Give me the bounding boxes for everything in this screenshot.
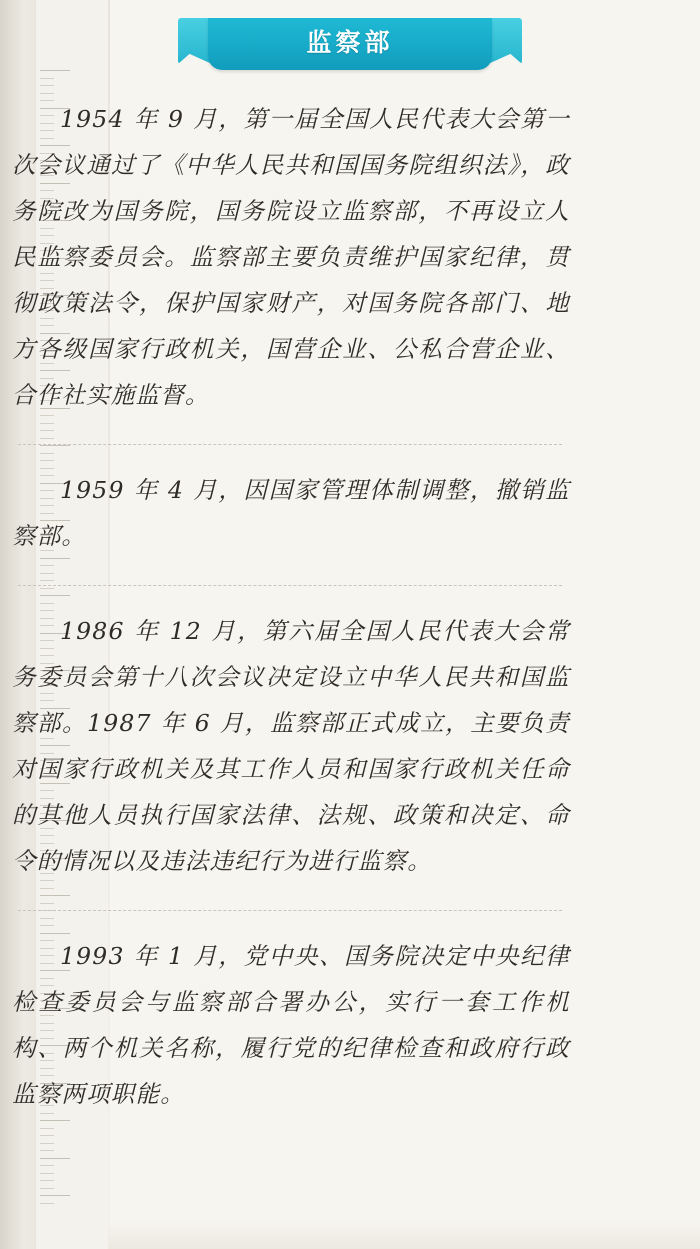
paragraph-block	[10, 933, 570, 1117]
paragraph-4: 1993 年 1 月，党中央、国务院决定中央纪律检查委员会与监察部合署办公，实行一套工作机构、两个机关名称，履行党的纪律检查和政府行政监察两项职能。	[12, 942, 570, 1108]
paragraph-1: 1954 年 9 月，第一届全国人民代表大会第一次会议通过了《中华人民共和国国务院组织法》，政务院改为国务院，国务院设立监察部，不再设立人民监察委员会。监察部主要负责维护国家纪律，贯彻政策法令，保护国家财产，对国务院各部门、地方各级国家行政机关，国营企业、公私合营企业、合作社实施监督。	[12, 105, 570, 409]
paragraph-block	[10, 467, 570, 559]
paragraph-block	[10, 96, 570, 418]
section-divider	[18, 585, 562, 586]
paragraph-3: 1986 年 12 月，第六届全国人民代表大会常务委员会第十八次会议决定设立中华人民共和国监察部。1987 年 6 月，监察部正式成立，主要负责对国家行政机关及其工作人员和国家行政机关任命的其他人员执行国家法律、法规、政策和决定、命令的情况以及违法违纪行为进行监察。	[12, 617, 570, 875]
header-ribbon	[178, 18, 522, 70]
page-title: 监察部	[306, 28, 394, 57]
ribbon-tail-right	[488, 18, 522, 64]
document-content	[0, 96, 592, 1117]
paragraph-2: 1959 年 4 月，因国家管理体制调整，撤销监察部。	[12, 476, 570, 550]
page-bottom-fade	[108, 1221, 700, 1249]
paragraph-block	[10, 608, 570, 884]
section-divider	[18, 444, 562, 445]
section-divider	[18, 910, 562, 911]
ribbon-tail-left	[178, 18, 212, 64]
